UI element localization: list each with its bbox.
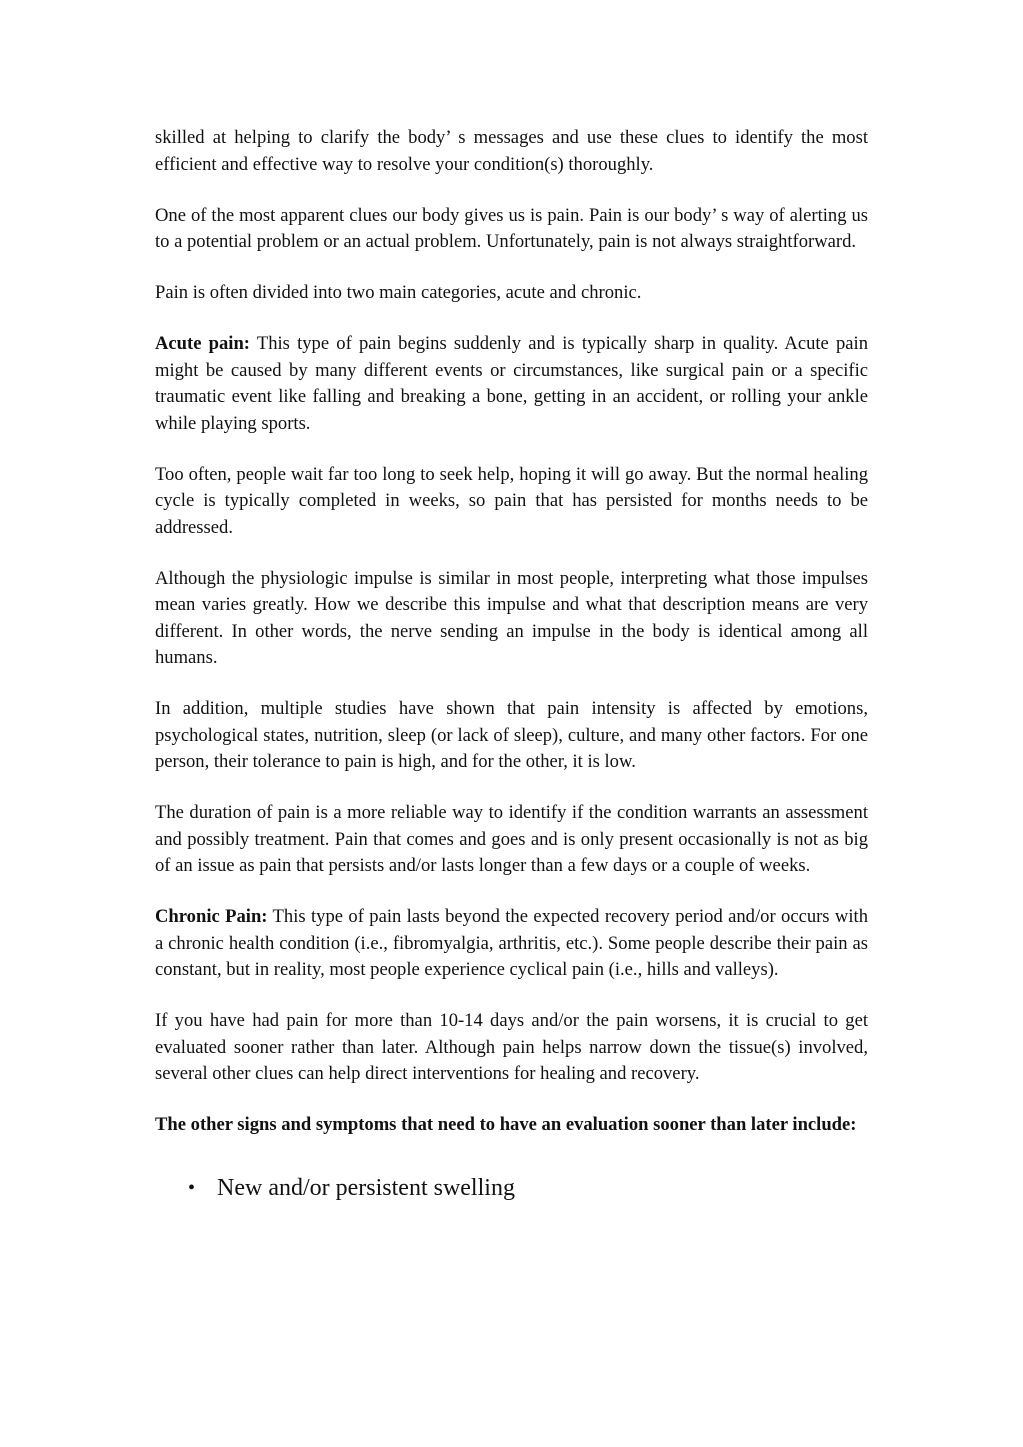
paragraph-body-messages [155, 125, 868, 178]
document-page [155, 125, 868, 1203]
chronic-pain-term: Chronic Pain: [155, 906, 268, 927]
acute-pain-term: Acute pain: [155, 333, 250, 354]
paragraph-physiologic-impulse [155, 566, 868, 672]
paragraph-text: Pain is often divided into two main categories, acute and chronic. [155, 282, 642, 303]
paragraph-pain-duration [155, 800, 868, 880]
signs-heading: The other signs and symptoms that need to have an evaluation sooner than later include: [155, 1114, 857, 1135]
paragraph-text: This type of pain lasts beyond the expected recovery period and/or occurs with a chronic health condition (i.e., fibromyalgia, arthritis, etc.). Some people describe their pain as constant, but in reality, most people experience cyclical pain (i.e., hills and valleys). [155, 906, 868, 980]
bullet-icon: • [188, 1176, 196, 1199]
paragraph-pain-intensity [155, 696, 868, 776]
paragraph-acute-pain [155, 331, 868, 437]
paragraph-wait-too-long [155, 462, 868, 542]
paragraph-text: If you have had pain for more than 10-14 days and/or the pain worsens, it is crucial to get evaluated sooner rather than later. Although pain helps narrow down the tissue(s) involved, several other clues can help direct interventions for healing and recovery. [155, 1010, 868, 1084]
paragraph-text: One of the most apparent clues our body gives us is pain. Pain is our body’ s way of alerting us to a potential problem or an actual problem. Unfortunately, pain is not always straightforward. [155, 204, 868, 252]
list-item-text: New and/or persistent swelling [217, 1174, 515, 1201]
signs-list [155, 1173, 868, 1203]
paragraph-text: In addition, multiple studies have shown that pain intensity is affected by emotions, psychological states, nutrition, sleep (or lack of sleep), culture, and many other factors. For one person, their tolerance to pain is high, and for the other, it is low. [155, 698, 868, 772]
paragraph-text: The duration of pain is a more reliable way to identify if the condition warrants an assessment and possibly treatment. Pain that comes and goes and is only present occasionally is not as big of an issue as pain that persists and/or lasts longer than a few days or a couple of weeks. [155, 802, 868, 876]
paragraph-text: skilled at helping to clarify the body’ s messages and use these clues to identify the most efficient and effective way to resolve your condition(s) thoroughly. [155, 127, 868, 175]
paragraph-text: This type of pain begins suddenly and is typically sharp in quality. Acute pain might be caused by many different events or circumstances, like surgical pain or a specific traumatic event like falling and breaking a bone, getting in an accident, or rolling your ankle while playing sports. [155, 333, 869, 434]
paragraph-pain-clue [155, 203, 868, 256]
list-item [155, 1173, 868, 1203]
paragraph-pain-categories [155, 280, 868, 307]
paragraph-text: Too often, people wait far too long to seek help, hoping it will go away. But the normal healing cycle is typically completed in weeks, so pain that has persisted for months needs to be addressed. [155, 463, 868, 538]
paragraph-text: Although the physiologic impulse is similar in most people, interpreting what those impulses mean varies greatly. How we describe this impulse and what that description means are very different. In other words, the nerve sending an impulse in the body is identical among all humans. [155, 567, 868, 668]
paragraph-chronic-pain [155, 904, 868, 984]
paragraph-get-evaluated [155, 1008, 868, 1088]
